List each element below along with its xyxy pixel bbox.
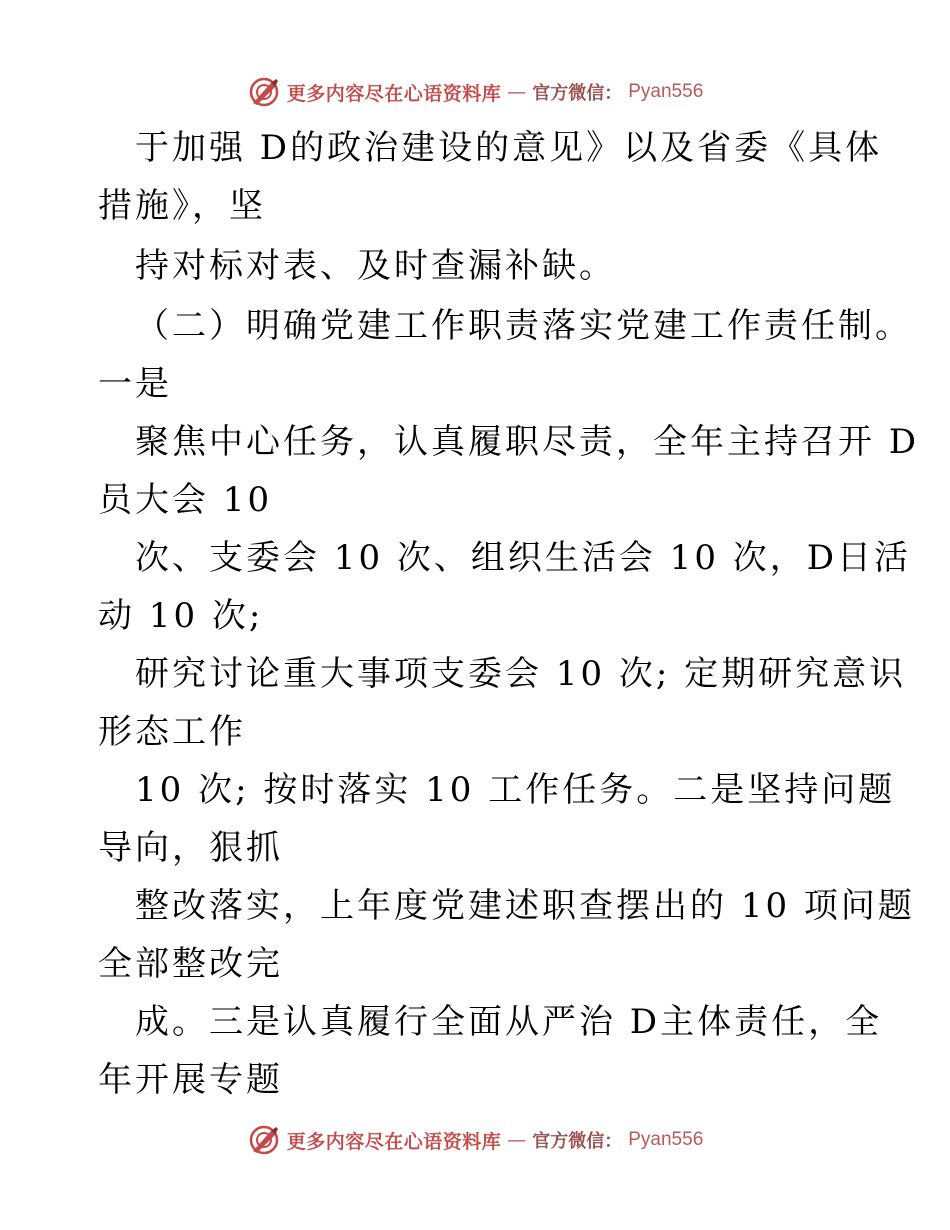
text-line: 全部整改完 — [98, 944, 283, 984]
text-line: 形态工作 — [98, 712, 246, 752]
text-line: 持对标对表、及时查漏补缺。 — [135, 246, 616, 286]
text-line: 于加强 D的政治建设的意见》以及省委《具体 — [135, 128, 883, 168]
banner-wechat-label: 官方微信： — [532, 1131, 623, 1152]
text-line: 10 次; 按时落实 10 工作任务。二是坚持问题 — [135, 770, 896, 810]
pen-logo-icon — [247, 1123, 281, 1157]
banner-wechat-id: Pyan556 — [628, 1129, 704, 1150]
banner-wechat-label: 官方微信： — [532, 83, 623, 104]
text-line: （二）明确党建工作职责落实党建工作责任制。 — [135, 306, 912, 346]
text-line: 整改落实，上年度党建述职查摆出的 10 项问题 — [135, 886, 915, 926]
banner-site-text: 更多内容尽在心语资料库 — [286, 1130, 502, 1153]
text-line: 员大会 10 — [98, 480, 273, 520]
text-line: 导向，狠抓 — [98, 828, 283, 868]
pen-logo-icon — [247, 75, 281, 109]
text-line: 研究讨论重大事项支委会 10 次; 定期研究意识 — [135, 654, 907, 694]
text-line: 动 10 次; — [98, 596, 264, 636]
text-line: 成。三是认真履行全面从严治 D主体责任，全 — [135, 1002, 883, 1042]
text-line: 次、支委会 10 次、组织生活会 10 次，D日活 — [135, 538, 912, 578]
banner-dash: — — [507, 1129, 527, 1151]
banner-dash: — — [507, 81, 527, 103]
footer-banner — [0, 1120, 950, 1160]
banner-site-text: 更多内容尽在心语资料库 — [286, 82, 502, 105]
banner-wechat-id: Pyan556 — [628, 81, 704, 102]
header-banner — [0, 72, 950, 112]
text-line: 一是 — [98, 364, 172, 404]
text-line: 聚焦中心任务，认真履职尽责，全年主持召开 D — [135, 422, 920, 462]
text-line: 年开展专题 — [98, 1060, 283, 1100]
text-line: 措施》，坚 — [98, 186, 266, 226]
